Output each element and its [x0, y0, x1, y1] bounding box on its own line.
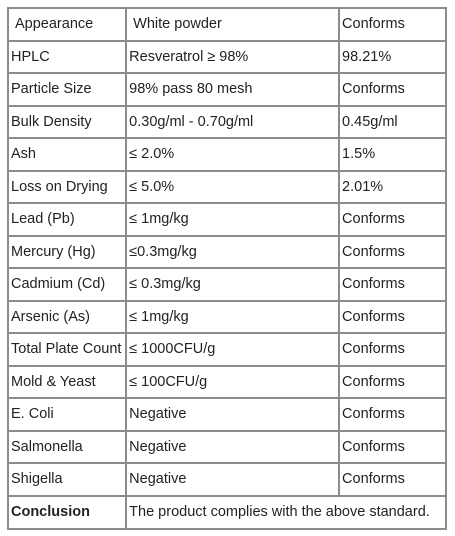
test-item-cell: Lead (Pb)	[8, 203, 126, 236]
table-row	[8, 41, 446, 74]
specification-cell: ≤0.3mg/kg	[126, 236, 339, 269]
result-cell: Conforms	[339, 8, 446, 41]
table-row	[8, 8, 446, 41]
table-row	[8, 203, 446, 236]
test-item-cell: Ash	[8, 138, 126, 171]
result-cell: Conforms	[339, 398, 446, 431]
result-cell: Conforms	[339, 301, 446, 334]
table-row	[8, 106, 446, 139]
table-row	[8, 138, 446, 171]
test-item-cell: Total Plate Count	[8, 333, 126, 366]
result-cell: Conforms	[339, 73, 446, 106]
specification-cell: 0.30g/ml - 0.70g/ml	[126, 106, 339, 139]
specification-cell: Negative	[126, 431, 339, 464]
table-row	[8, 171, 446, 204]
table-row	[8, 398, 446, 431]
test-item-cell: Cadmium (Cd)	[8, 268, 126, 301]
table-row	[8, 431, 446, 464]
result-cell: Conforms	[339, 333, 446, 366]
result-cell: Conforms	[339, 366, 446, 399]
specification-cell: ≤ 1mg/kg	[126, 203, 339, 236]
result-cell: 2.01%	[339, 171, 446, 204]
result-cell: Conforms	[339, 268, 446, 301]
test-item-cell: Mold & Yeast	[8, 366, 126, 399]
specification-cell: Negative	[126, 398, 339, 431]
result-cell: Conforms	[339, 463, 446, 496]
result-cell: 1.5%	[339, 138, 446, 171]
table-row	[8, 73, 446, 106]
specification-cell: 98% pass 80 mesh	[126, 73, 339, 106]
specification-cell: ≤ 100CFU/g	[126, 366, 339, 399]
specification-cell: ≤ 0.3mg/kg	[126, 268, 339, 301]
table-row	[8, 268, 446, 301]
result-cell: 0.45g/ml	[339, 106, 446, 139]
test-item-cell: Shigella	[8, 463, 126, 496]
table-row	[8, 236, 446, 269]
test-item-cell: Arsenic (As)	[8, 301, 126, 334]
result-cell: Conforms	[339, 203, 446, 236]
test-item-cell: Salmonella	[8, 431, 126, 464]
result-cell: Conforms	[339, 236, 446, 269]
specification-cell: ≤ 1mg/kg	[126, 301, 339, 334]
test-item-cell: Bulk Density	[8, 106, 126, 139]
conclusion-row	[8, 496, 446, 529]
test-item-cell: E. Coli	[8, 398, 126, 431]
specification-cell: Negative	[126, 463, 339, 496]
specification-cell: White powder	[126, 8, 339, 41]
specification-table	[7, 7, 447, 530]
table-row	[8, 366, 446, 399]
specification-cell: ≤ 2.0%	[126, 138, 339, 171]
conclusion-text: The product complies with the above standard.	[126, 496, 446, 529]
specification-cell: ≤ 5.0%	[126, 171, 339, 204]
test-item-cell: Appearance	[8, 8, 126, 41]
test-item-cell: Loss on Drying	[8, 171, 126, 204]
result-cell: Conforms	[339, 431, 446, 464]
test-item-cell: Particle Size	[8, 73, 126, 106]
table-row	[8, 301, 446, 334]
test-item-cell: Mercury (Hg)	[8, 236, 126, 269]
conclusion-label: Conclusion	[8, 496, 126, 529]
specification-cell: ≤ 1000CFU/g	[126, 333, 339, 366]
result-cell: 98.21%	[339, 41, 446, 74]
table-row	[8, 463, 446, 496]
specification-cell: Resveratrol ≥ 98%	[126, 41, 339, 74]
table-row	[8, 333, 446, 366]
test-item-cell: HPLC	[8, 41, 126, 74]
